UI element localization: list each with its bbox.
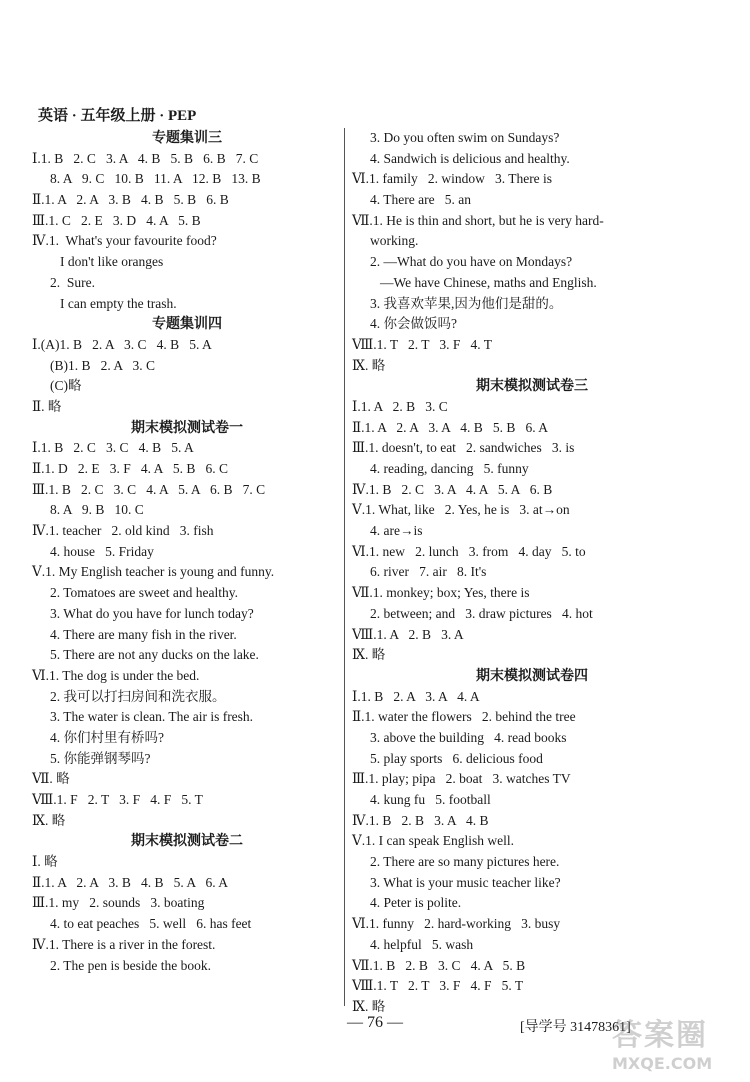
answer-line: Ⅱ. 略 bbox=[32, 398, 62, 414]
section-title: 期末模拟测试卷三 bbox=[476, 378, 588, 395]
answer-line: Ⅰ.1. B 2. A 3. A 4. A bbox=[352, 688, 480, 704]
answer-line: 6. river 7. air 8. It's bbox=[370, 564, 487, 580]
answer-line: Ⅷ.1. A 2. B 3. A bbox=[352, 626, 464, 642]
watermark-logo bbox=[612, 1010, 742, 1072]
answer-line: Ⅳ.1. B 2. B 3. A 4. B bbox=[352, 812, 489, 828]
answer-line: 4. There are many fish in the river. bbox=[50, 626, 237, 642]
answer-line: Ⅸ. 略 bbox=[352, 647, 386, 663]
answer-line: 5. 你能弹钢琴吗? bbox=[50, 750, 151, 766]
answer-line: 4. are→is bbox=[370, 523, 423, 539]
answer-line: 2. 我可以打扫房间和洗衣服。 bbox=[50, 688, 226, 704]
answer-line: Ⅲ.1. play; pipa 2. boat 3. watches TV bbox=[352, 771, 571, 787]
answer-line: Ⅱ.1. A 2. A 3. B 4. B 5. A 6. A bbox=[32, 874, 228, 890]
answer-line: Ⅰ.(A)1. B 2. A 3. C 4. B 5. A bbox=[32, 336, 212, 352]
right-column bbox=[352, 128, 712, 1018]
answer-line: 3. What is your music teacher like? bbox=[370, 874, 561, 890]
answer-line: Ⅲ.1. my 2. sounds 3. boating bbox=[32, 895, 205, 911]
section-title: 专题集训四 bbox=[152, 316, 222, 333]
answer-line: (B)1. B 2. A 3. C bbox=[50, 357, 156, 373]
answer-line: Ⅱ.1. water the flowers 2. behind the tree bbox=[352, 709, 576, 725]
answer-line: Ⅴ.1. My English teacher is young and funny. bbox=[32, 564, 275, 580]
page-number: — 76 — bbox=[347, 1014, 403, 1031]
answer-line: Ⅳ.1. There is a river in the forest. bbox=[32, 936, 216, 952]
answer-line: 8. A 9. C 10. B 11. A 12. B 13. B bbox=[50, 171, 261, 187]
answer-line: Ⅶ.1. He is thin and short, but he is very hard- bbox=[352, 212, 604, 228]
section-title: 期末模拟测试卷一 bbox=[131, 419, 243, 436]
answer-line: 4. 你们村里有桥吗? bbox=[50, 729, 164, 745]
section-title: 专题集训三 bbox=[152, 130, 222, 146]
answer-line: Ⅳ.1. teacher 2. old kind 3. fish bbox=[32, 523, 214, 539]
answer-line: —We have Chinese, maths and English. bbox=[380, 274, 597, 290]
column-divider bbox=[344, 128, 345, 1006]
answer-line: 4. 你会做饭吗? bbox=[370, 316, 457, 332]
answer-line: Ⅲ.1. doesn't, to eat 2. sandwiches 3. is bbox=[352, 440, 575, 456]
answer-line: Ⅰ. 略 bbox=[32, 854, 58, 870]
answer-line: Ⅳ.1. B 2. C 3. A 4. A 5. A 6. B bbox=[352, 481, 553, 497]
answer-line: Ⅵ.1. new 2. lunch 3. from 4. day 5. to bbox=[352, 543, 586, 559]
section-title: 期末模拟测试卷二 bbox=[131, 833, 243, 850]
answer-line: 3. above the building 4. read books bbox=[370, 729, 567, 745]
answer-line: Ⅸ. 略 bbox=[32, 812, 66, 828]
answer-line: 4. helpful 5. wash bbox=[370, 936, 474, 952]
answer-line: 4. kung fu 5. football bbox=[370, 792, 491, 807]
answer-line: 2. Tomatoes are sweet and healthy. bbox=[50, 585, 238, 601]
answer-line: Ⅰ.1. B 2. C 3. A 4. B 5. B 6. B 7. C bbox=[32, 150, 259, 166]
answer-line: Ⅲ.1. B 2. C 3. C 4. A 5. A 6. B 7. C bbox=[32, 481, 266, 497]
answer-line: 2. —What do you have on Mondays? bbox=[370, 254, 573, 270]
answer-line: Ⅴ.1. I can speak English well. bbox=[352, 833, 514, 849]
watermark-top: 答案圈 bbox=[612, 1018, 708, 1053]
watermark-bottom: MXQE.COM bbox=[612, 1054, 713, 1073]
answer-line: Ⅷ.1. T 2. T 3. F 4. T bbox=[352, 336, 493, 352]
answer-line: Ⅵ.1. The dog is under the bed. bbox=[32, 667, 200, 683]
answer-line: 8. A 9. B 10. C bbox=[50, 502, 144, 518]
answer-line: Ⅶ. 略 bbox=[32, 771, 70, 787]
answer-line: Ⅵ.1. funny 2. hard-working 3. busy bbox=[352, 916, 561, 932]
answer-line: 4. There are 5. an bbox=[370, 192, 471, 208]
answer-line: Ⅷ.1. T 2. T 3. F 4. F 5. T bbox=[352, 978, 524, 994]
answer-line: (C)略 bbox=[50, 378, 82, 394]
answer-line: Ⅶ.1. monkey; box; Yes, there is bbox=[352, 585, 530, 601]
guide-code: [导学号 31478361] bbox=[520, 1020, 631, 1035]
left-column bbox=[32, 128, 342, 976]
answer-line: working. bbox=[370, 233, 419, 249]
answer-line: 4. to eat peaches 5. well 6. has feet bbox=[50, 916, 252, 932]
answer-line: 4. Sandwich is delicious and healthy. bbox=[370, 150, 570, 166]
answer-line: Ⅱ.1. A 2. A 3. A 4. B 5. B 6. A bbox=[352, 419, 548, 435]
answer-line: Ⅰ.1. B 2. C 3. C 4. B 5. A bbox=[32, 440, 194, 456]
answer-line: 3. What do you have for lunch today? bbox=[50, 605, 254, 621]
answer-line: 3. 我喜欢苹果,因为他们是甜的。 bbox=[370, 295, 563, 311]
page-header: 英语 · 五年级上册 · PEP bbox=[38, 108, 197, 124]
answer-line: I can empty the trash. bbox=[60, 295, 177, 311]
section-title: 期末模拟测试卷四 bbox=[476, 667, 588, 684]
answer-line: Ⅱ.1. A 2. A 3. B 4. B 5. B 6. B bbox=[32, 192, 229, 208]
answer-line: Ⅸ. 略 bbox=[352, 357, 386, 373]
answer-line: 3. Do you often swim on Sundays? bbox=[370, 130, 560, 145]
answer-line: 3. The water is clean. The air is fresh. bbox=[50, 709, 254, 725]
answer-line: 2. between; and 3. draw pictures 4. hot bbox=[370, 605, 593, 621]
answer-line: Ⅰ.1. A 2. B 3. C bbox=[352, 398, 448, 414]
answer-line: Ⅳ.1. What's your favourite food? bbox=[32, 233, 217, 249]
answer-line: 2. Sure. bbox=[50, 274, 95, 290]
answer-line: 5. There are not any ducks on the lake. bbox=[50, 647, 259, 663]
answer-line: 5. play sports 6. delicious food bbox=[370, 750, 543, 766]
answer-line: Ⅷ.1. F 2. T 3. F 4. F 5. T bbox=[32, 792, 203, 807]
answer-line: 4. reading, dancing 5. funny bbox=[370, 461, 529, 476]
answer-line: Ⅸ. 略 bbox=[352, 998, 386, 1014]
answer-line: I don't like oranges bbox=[60, 254, 164, 270]
answer-line: 4. Peter is polite. bbox=[370, 895, 462, 911]
answer-line: Ⅲ.1. C 2. E 3. D 4. A 5. B bbox=[32, 212, 201, 228]
answer-line: 4. house 5. Friday bbox=[50, 543, 154, 559]
answer-line: Ⅴ.1. What, like 2. Yes, he is 3. at→on bbox=[352, 502, 570, 518]
answer-line: Ⅵ.1. family 2. window 3. There is bbox=[352, 171, 553, 187]
answer-line: Ⅱ.1. D 2. E 3. F 4. A 5. B 6. C bbox=[32, 461, 228, 476]
answer-line: 2. The pen is beside the book. bbox=[50, 957, 211, 973]
answer-line: Ⅶ.1. B 2. B 3. C 4. A 5. B bbox=[352, 957, 526, 973]
answer-line: 2. There are so many pictures here. bbox=[370, 854, 560, 870]
